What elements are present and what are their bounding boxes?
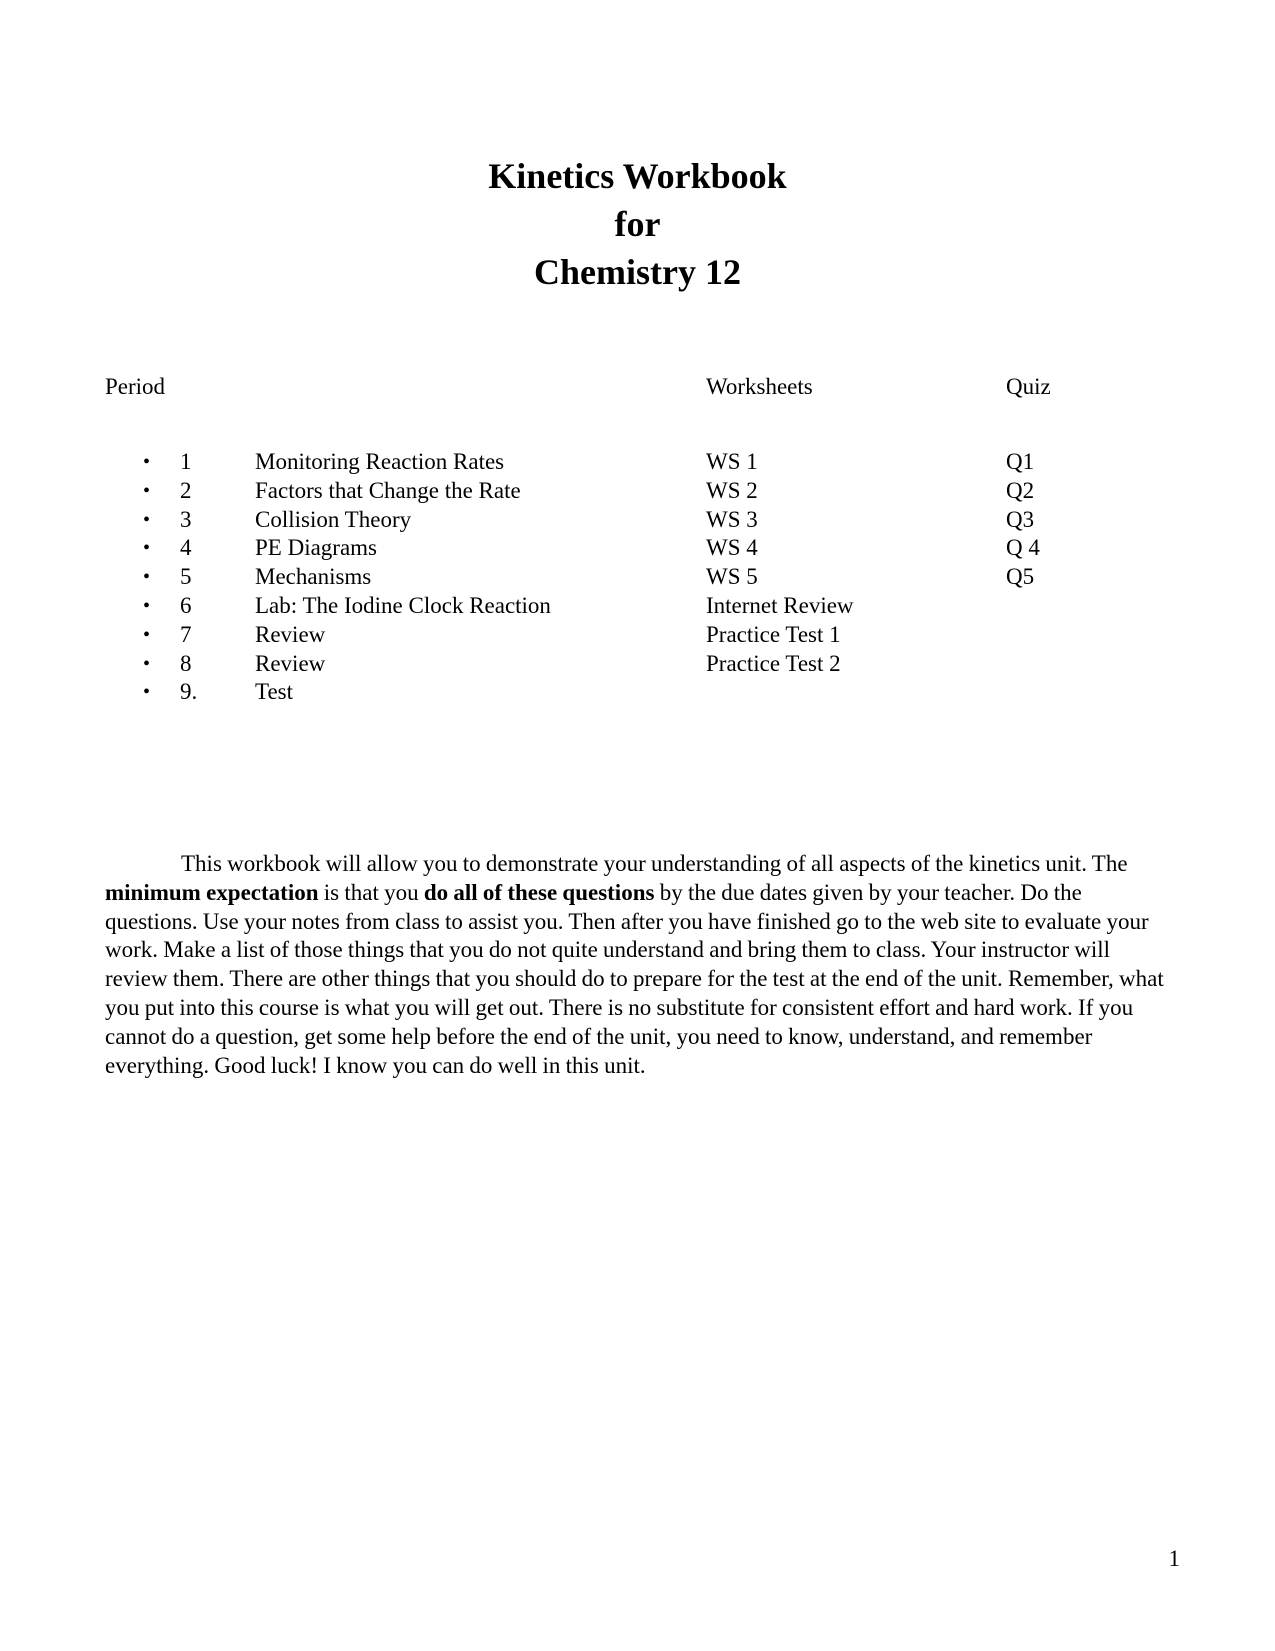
- period-quiz: Q1: [1006, 449, 1035, 474]
- period-number: 6: [180, 592, 192, 618]
- page-number: 1: [1168, 1546, 1180, 1571]
- period-topic: PE Diagrams: [255, 535, 378, 561]
- period-header: Period: [105, 374, 166, 399]
- bullet-icon: •: [143, 508, 151, 531]
- period-worksheet: Practice Test 1: [706, 621, 841, 647]
- quiz-header: Quiz: [1006, 374, 1051, 399]
- intro-emphasis-1: minimum expectation: [105, 879, 319, 905]
- intro-paragraph: [105, 850, 1165, 1080]
- title-line-3: Chemistry 12: [534, 252, 741, 292]
- period-number: 9.: [180, 679, 198, 705]
- period-number: 4: [180, 535, 192, 561]
- period-worksheet: Internet Review: [706, 592, 854, 618]
- period-topic: Collision Theory: [255, 506, 412, 532]
- bullet-icon: •: [143, 623, 151, 646]
- schedule-row: [0, 448, 1275, 477]
- schedule-list: [0, 448, 1275, 707]
- period-quiz: Q 4: [1006, 535, 1040, 561]
- period-quiz: Q3: [1006, 506, 1035, 532]
- period-quiz: Q2: [1006, 477, 1035, 503]
- bullet-icon: •: [143, 566, 151, 589]
- period-topic: Monitoring Reaction Rates: [255, 449, 505, 474]
- schedule-row: [0, 621, 1275, 650]
- period-number: 2: [180, 477, 192, 503]
- worksheets-header: Worksheets: [706, 374, 813, 399]
- period-number: 5: [180, 564, 192, 590]
- period-number: 8: [180, 650, 192, 676]
- period-worksheet: Practice Test 2: [706, 650, 841, 676]
- period-topic: Test: [255, 679, 293, 705]
- schedule-row: [0, 534, 1275, 563]
- period-topic: Mechanisms: [255, 564, 372, 590]
- period-number: 7: [180, 621, 192, 647]
- intro-text-1: This workbook will allow you to demonstrate your understanding of all aspects of the kinetics unit. The: [181, 851, 1128, 876]
- period-number: 1: [180, 449, 192, 474]
- period-worksheet: WS 5: [706, 564, 758, 590]
- period-topic: Lab: The Iodine Clock Reaction: [255, 592, 551, 618]
- title-line-2: for: [614, 204, 661, 244]
- bullet-icon: •: [143, 594, 151, 617]
- page-title: [0, 152, 1275, 296]
- schedule-row: [0, 650, 1275, 679]
- bullet-icon: •: [143, 479, 151, 502]
- period-worksheet: WS 1: [706, 449, 758, 474]
- bullet-icon: •: [143, 652, 151, 675]
- period-worksheet: WS 2: [706, 477, 758, 503]
- schedule-row: [0, 592, 1275, 621]
- title-line-1: Kinetics Workbook: [488, 156, 787, 196]
- schedule-row: [0, 477, 1275, 506]
- schedule-row: [0, 506, 1275, 535]
- intro-text-2: is that you: [318, 879, 424, 905]
- bullet-icon: •: [143, 537, 151, 560]
- period-quiz: Q5: [1006, 564, 1035, 590]
- period-worksheet: WS 3: [706, 506, 758, 532]
- period-topic: Factors that Change the Rate: [255, 477, 521, 503]
- intro-emphasis-2: do all of these questions: [423, 879, 655, 905]
- period-topic: Review: [255, 621, 326, 647]
- bullet-icon: •: [143, 451, 151, 473]
- schedule-row: [0, 678, 1275, 707]
- intro-text-3: by the due dates given by your teacher. Do the questions. Use your notes from class to assist you. Then after you have finished go to the web site to evaluate your work. Make a list of those things that you do not quite understand and bring them to class. Your instructor will review them. There are other things that you should do to prepare for the test at the end of the unit. Remember, what you put into this course is what you will get out. There is no substitute for consistent effort and hard work. If you cannot do a question, get some help before the end of the unit, you need to know, understand, and remember everything. Good luck! I know you can do well in this unit.: [105, 879, 1164, 1078]
- bullet-icon: •: [143, 681, 151, 704]
- schedule-header: [0, 372, 1275, 402]
- period-topic: Review: [255, 650, 326, 676]
- period-worksheet: WS 4: [706, 535, 758, 561]
- schedule-row: [0, 563, 1275, 592]
- period-number: 3: [180, 506, 192, 532]
